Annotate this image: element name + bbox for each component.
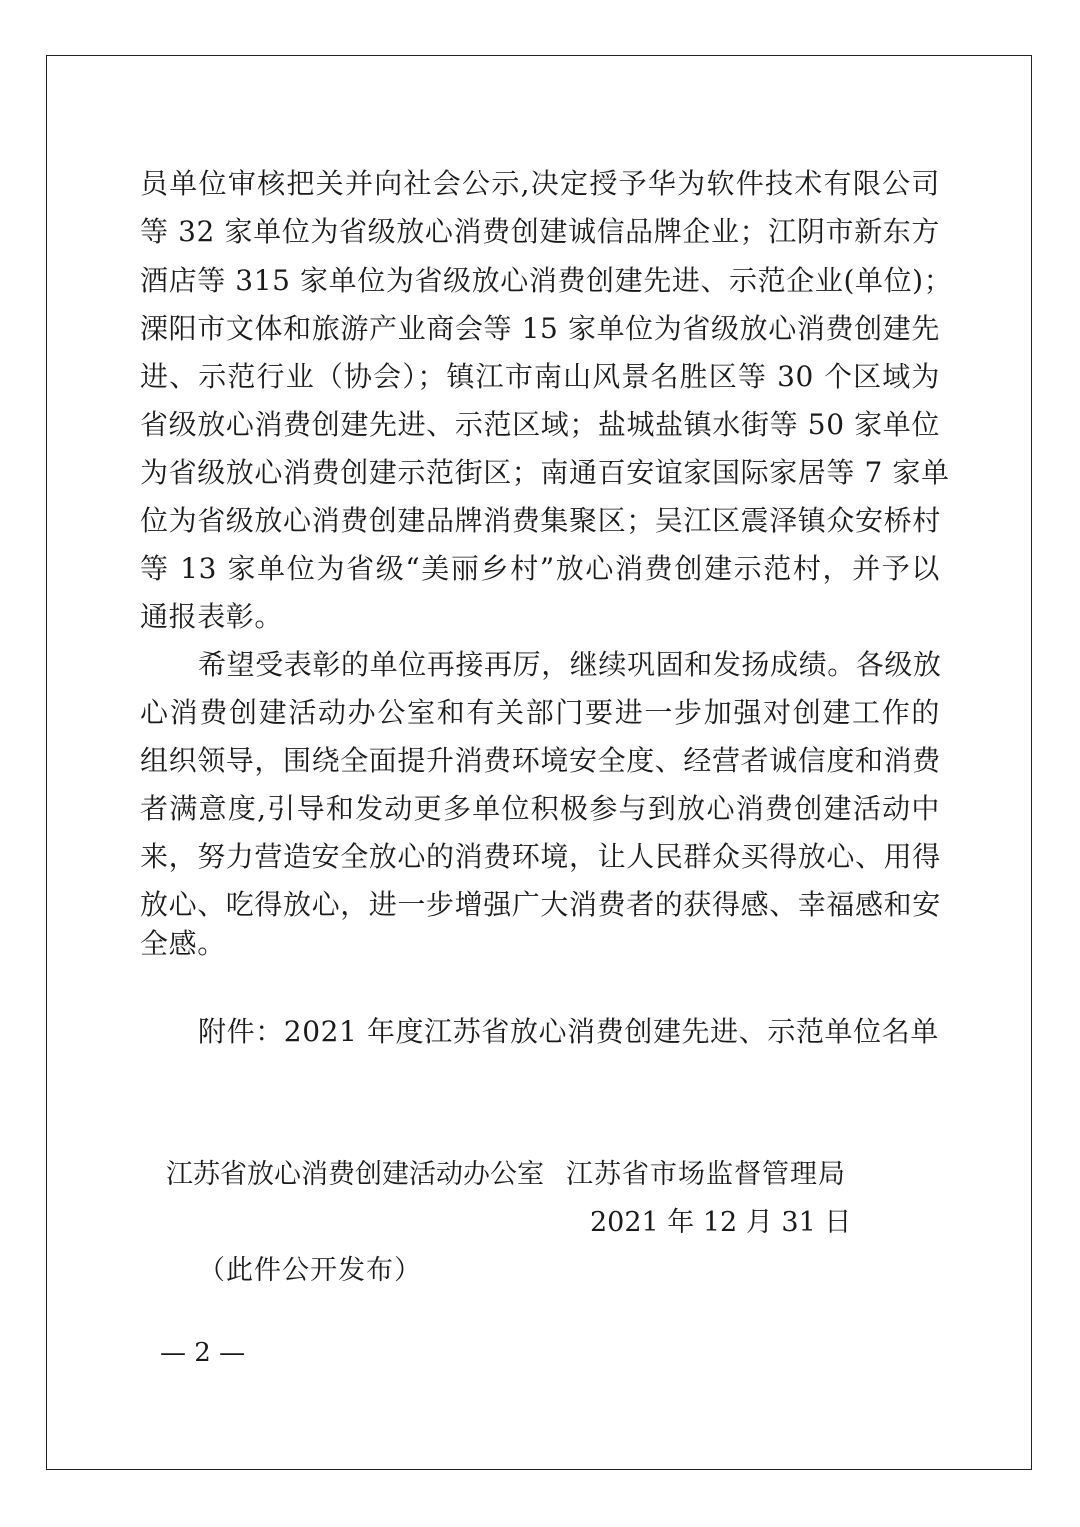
paragraph-line: 心消费创建活动办公室和有关部门要进一步加强对创建工作的	[140, 696, 940, 729]
public-release-note: （此件公开发布）	[198, 1255, 422, 1286]
issuer-market-regulation-bureau: 江苏省市场监督管理局	[566, 1159, 846, 1190]
page-number: — 2 —	[160, 1338, 246, 1368]
body-line: 等 13 家单位为省级“美丽乡村”放心消费创建示范村，并予以	[140, 552, 940, 585]
paragraph-line: 全感。	[140, 927, 226, 960]
body-line: 通报表彰。	[140, 600, 284, 633]
paragraph-line: 来，努力营造安全放心的消费环境，让人民群众买得放心、用得	[140, 840, 941, 873]
paragraph-line: 组织领导，围绕全面提升消费环境安全度、经营者诚信度和消费	[140, 744, 941, 777]
body-line: 员单位审核把关并向社会公示,决定授予华为软件技术有限公司	[140, 167, 940, 200]
paragraph-line: 者满意度,引导和发动更多单位积极参与到放心消费创建活动中	[140, 792, 940, 825]
body-line: 酒店等 315 家单位为省级放心消费创建先进、示范企业(单位)；	[140, 264, 953, 297]
body-line: 进、示范行业（协会）；镇江市南山风景名胜区等 30 个区域为	[140, 360, 940, 393]
body-line: 位为省级放心消费创建品牌消费集聚区；吴江区震泽镇众安桥村	[140, 504, 941, 537]
paragraph-line: 放心、吃得放心，进一步增强广大消费者的获得感、幸福感和安	[140, 888, 941, 921]
attachment-line: 附件：2021 年度江苏省放心消费创建先进、示范单位名单	[198, 1015, 939, 1048]
issue-date: 2021 年 12 月 31 日	[590, 1207, 852, 1238]
body-line: 等 32 家单位为省级放心消费创建诚信品牌企业；江阴市新东方	[140, 215, 940, 248]
body-line: 溧阳市文体和旅游产业商会等 15 家单位为省级放心消费创建先	[140, 312, 940, 345]
body-line: 为省级放心消费创建示范街区；南通百安谊家国际家居等 7 家单	[140, 456, 950, 489]
body-line: 省级放心消费创建先进、示范区域；盐城盐镇水街等 50 家单位	[140, 408, 940, 441]
issuer-consumption-office: 江苏省放心消费创建活动办公室	[166, 1159, 544, 1190]
paragraph-line: 希望受表彰的单位再接再厉，继续巩固和发扬成绩。各级放	[198, 648, 942, 681]
